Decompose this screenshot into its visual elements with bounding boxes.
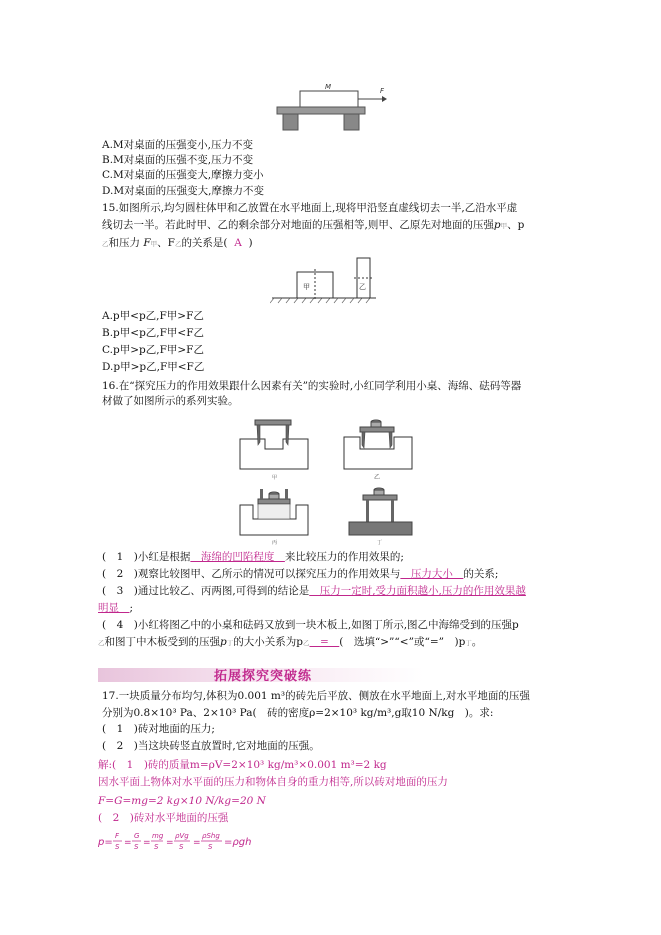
table-leg-right bbox=[344, 114, 359, 130]
svg-text:ρShg: ρShg bbox=[202, 832, 220, 840]
q15-option-a: A.p甲<p乙,F甲>F乙 bbox=[102, 310, 204, 322]
q15-option-c: C.p甲>p乙,F甲>F乙 bbox=[102, 344, 204, 356]
svg-text:=ρgh: =ρgh bbox=[224, 837, 252, 848]
q16-sub-3: ( 3 )通过比较乙、丙两图,可得到的结论是 压力一定时,受力面积越小,压力的作用效果越 bbox=[102, 585, 526, 597]
q16-answer-2: 压力大小 bbox=[400, 568, 464, 580]
label-f: F bbox=[380, 87, 385, 95]
svg-text:G: G bbox=[134, 832, 140, 840]
exp-jia bbox=[240, 420, 308, 481]
label-yi: 乙 bbox=[359, 283, 366, 291]
q16-line-2: 材做了如图所示的系列实验。 bbox=[102, 395, 239, 407]
q14-option-d: D.M对桌面的压强变大,摩擦力不变 bbox=[102, 185, 264, 197]
figure-cylinders bbox=[270, 256, 380, 306]
q17-answer-4: ( 2 )砖对水平地面的压强 bbox=[98, 812, 229, 824]
q15-line-2: 线切去一半。若此时甲、乙的剩余部分对地面的压强相等,则甲、乙原先对地面的压强p甲、p bbox=[102, 219, 525, 231]
section-banner-bar bbox=[98, 668, 563, 682]
q17-answer-2: 因水平面上物体对水平面的压力和物体自身的重力相等,所以砖对地面的压力 bbox=[98, 776, 448, 788]
table-leg-left bbox=[283, 114, 298, 130]
svg-text:=: = bbox=[193, 838, 201, 848]
q15-line-1: 15.如图所示,均匀圆柱体甲和乙放置在水平地面上,现将甲沿竖直虚线切去一半,乙沿水平虚 bbox=[102, 202, 518, 214]
figure-table-block bbox=[270, 82, 400, 134]
table-top bbox=[277, 107, 365, 114]
svg-text:=: = bbox=[166, 838, 174, 848]
q15-option-b: B.p甲<p乙,F甲<F乙 bbox=[102, 327, 205, 339]
svg-text:mg: mg bbox=[152, 832, 164, 840]
svg-text:ρVg: ρVg bbox=[175, 832, 189, 840]
q16-answer-3: 压力一定时,受力面积越小,压力的作用效果越 bbox=[309, 585, 526, 597]
svg-text:=: = bbox=[124, 838, 132, 848]
svg-text:S: S bbox=[208, 843, 213, 851]
svg-text:=: = bbox=[143, 838, 151, 848]
q14-option-c: C.M对桌面的压强变大,摩擦力变小 bbox=[102, 169, 264, 181]
svg-text:S: S bbox=[115, 843, 120, 851]
q16-sub-1: ( 1 )小红是根据 海绵的凹陷程度 来比较压力的作用效果的; bbox=[102, 551, 404, 563]
q17-line-1: 17.一块质量分布均匀,体积为0.001 m³的砖先后平放、侧放在水平地面上,对水平地面的压强 bbox=[102, 690, 530, 702]
svg-text:S: S bbox=[179, 843, 184, 851]
section-banner-title: 拓展探究突破练 bbox=[214, 669, 313, 684]
q16-answer-4: = bbox=[309, 636, 340, 648]
svg-text:乙: 乙 bbox=[374, 474, 381, 481]
q14-option-b: B.M对桌面的压强不变,压力不变 bbox=[102, 154, 254, 166]
svg-text:丁: 丁 bbox=[377, 540, 383, 546]
q16-line-1: 16.在“探究压力的作用效果跟什么因素有关”的实验时,小红同学利用小桌、海绵、砝码等器 bbox=[102, 380, 522, 392]
q17-formula bbox=[98, 828, 278, 854]
exp-ding bbox=[349, 488, 412, 546]
svg-text:丙: 丙 bbox=[272, 540, 278, 546]
q15-line-3: 乙和压力 F甲、F乙的关系是( A ) bbox=[102, 237, 253, 249]
exp-yi bbox=[344, 420, 412, 481]
svg-text:S: S bbox=[134, 843, 139, 851]
figure-sponge-experiments bbox=[236, 415, 416, 548]
label-m: M bbox=[325, 83, 332, 91]
q14-option-a: A.M对桌面的压强变小,压力不变 bbox=[102, 139, 254, 151]
q16-sub-2: ( 2 )观察比较图甲、乙所示的情况可以探究压力的作用效果与 压力大小 的关系; bbox=[102, 568, 499, 580]
q16-sub-4: ( 4 )小红将图乙中的小桌和砝码又放到一块木板上,如图丁所示,图乙中海绵受到的压强p bbox=[102, 619, 519, 631]
q17-answer-1: 解:( 1 )砖的质量m=ρV=2×10³ kg/m³×0.001 m³=2 kg bbox=[98, 759, 387, 771]
q15-option-d: D.p甲>p乙,F甲<F乙 bbox=[102, 361, 205, 373]
q17-line-2: 分别为0.8×10³ Pa、2×10³ Pa( 砖的密度ρ=2×10³ kg/m³,g取10 N/kg )。求: bbox=[102, 707, 494, 719]
q16-sub-3-cont: 明显 ; bbox=[98, 602, 134, 614]
q16-answer-1: 海绵的凹陷程度 bbox=[190, 551, 285, 563]
svg-text:p=: p= bbox=[98, 837, 113, 848]
q17-line-3: ( 1 )砖对地面的压力; bbox=[102, 723, 215, 735]
exp-bing bbox=[240, 489, 308, 546]
svg-text:甲: 甲 bbox=[272, 475, 278, 481]
label-jia: 甲 bbox=[303, 283, 310, 291]
svg-text:S: S bbox=[154, 843, 159, 851]
q16-sub-4-cont: 乙和图丁中木板受到的压强p丁的大小关系为p乙 = ( 选填“>”“<”或“=” )p丁。 bbox=[98, 636, 483, 648]
block-m bbox=[300, 91, 358, 107]
q15-answer: A bbox=[234, 237, 242, 249]
q17-line-4: ( 2 )当这块砖竖直放置时,它对地面的压强。 bbox=[102, 740, 320, 752]
q17-answer-3: F=G=mg=2 kg×10 N/kg=20 N bbox=[98, 795, 266, 807]
svg-text:F: F bbox=[115, 832, 120, 840]
